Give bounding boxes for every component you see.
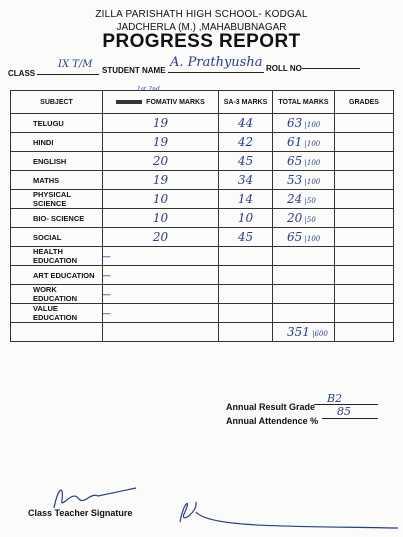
table-row [11, 209, 394, 228]
fa-cell [103, 323, 219, 342]
grade-cell [335, 171, 394, 190]
max-number: 100 [306, 140, 321, 148]
subject-cell: VALUE EDUCATION [11, 304, 103, 323]
grade-cell [335, 323, 394, 342]
grade-underline [314, 394, 378, 405]
fa-cell: 20 [103, 228, 219, 247]
table-row [11, 190, 394, 209]
subject-cell: BIO- SCIENCE [11, 209, 103, 228]
subject-cell: ART EDUCATION [11, 266, 103, 285]
grade-cell [335, 228, 394, 247]
grand-max-number: 600 [314, 330, 328, 338]
fa-cell: — [103, 304, 219, 323]
fa-cell: 10 [103, 209, 219, 228]
sa-cell: 42 [219, 133, 273, 152]
table-row [11, 152, 394, 171]
grand-total-cell [273, 323, 335, 342]
page-title: PROGRESS REPORT [102, 31, 301, 52]
sa-header: SA-3 MARKS [219, 91, 273, 114]
sa-cell: 10 [219, 209, 273, 228]
fa-cell: — [103, 266, 219, 285]
max-value: |100 [302, 121, 321, 129]
total-cell [273, 133, 335, 152]
class-value: IX T/M [58, 59, 93, 70]
total-cell [273, 171, 335, 190]
roll-no-field [302, 58, 360, 69]
annual-attendance-label: Annual Attendence % [226, 416, 319, 426]
total-value: 63 [287, 116, 303, 130]
subject-cell: PHYSICAL SCIENCE [11, 190, 103, 209]
total-value: 20 [287, 211, 303, 225]
total-cell [273, 266, 335, 285]
max-value: |100 [302, 235, 321, 243]
subject-header: SUBJECT [11, 91, 103, 114]
total-cell [273, 209, 335, 228]
table-row [11, 114, 394, 133]
total-cell [273, 114, 335, 133]
max-value: |100 [302, 140, 321, 148]
head-signature [170, 492, 400, 532]
sa-cell: 45 [219, 228, 273, 247]
max-value: |100 [302, 159, 321, 167]
total-cell [273, 304, 335, 323]
grade-cell [335, 114, 394, 133]
annual-grade-value: B2 [327, 392, 343, 405]
table-row [11, 304, 394, 323]
max-number: 100 [306, 178, 321, 186]
sa-cell [219, 304, 273, 323]
fa-cell: 10 [103, 190, 219, 209]
annual-attendance-value: 85 [337, 405, 351, 418]
total-value: 65 [287, 154, 303, 168]
max-number: 100 [306, 235, 321, 243]
table-row [11, 285, 394, 304]
sa-cell [219, 323, 273, 342]
sa-cell: 44 [219, 114, 273, 133]
max-number: 100 [306, 159, 321, 167]
sa-cell [219, 247, 273, 266]
table-row [11, 247, 394, 266]
table-row [11, 228, 394, 247]
sa-cell [219, 266, 273, 285]
max-number: 100 [306, 121, 321, 129]
grade-cell [335, 266, 394, 285]
total-value: 53 [287, 173, 303, 187]
subject-cell: ENGLISH [11, 152, 103, 171]
max-number: 50 [306, 197, 316, 205]
formative-header-label: FOMATIV MARKS [146, 98, 205, 106]
subject-cell: WORK EDUCATION [11, 285, 103, 304]
grade-cell [335, 304, 394, 323]
marks-table [10, 86, 394, 342]
sa-cell [219, 285, 273, 304]
grade-cell [335, 133, 394, 152]
total-cell [273, 285, 335, 304]
total-cell [273, 152, 335, 171]
table-header-row [11, 91, 394, 114]
max-number: 50 [306, 216, 316, 224]
student-name-value: A. Prathyusha [170, 55, 263, 70]
subject-cell: HINDI [11, 133, 103, 152]
fa-cell: 19 [103, 171, 219, 190]
max-value: |100 [302, 178, 321, 186]
subject-cell [11, 323, 103, 342]
formative-header [103, 86, 219, 114]
sa-cell: 14 [219, 190, 273, 209]
grand-max-value: |600 [309, 330, 328, 338]
fa-cell: 19 [103, 133, 219, 152]
table-row [11, 323, 394, 342]
teacher-signature [50, 480, 140, 516]
max-value: |50 [302, 197, 316, 205]
grades-header: GRADES [335, 91, 394, 114]
total-value: 61 [287, 135, 303, 149]
fa-cell: — [103, 247, 219, 266]
subject-cell: HEALTH EDUCATION [11, 247, 103, 266]
max-value: |50 [302, 216, 316, 224]
grade-cell [335, 247, 394, 266]
sa-cell: 45 [219, 152, 273, 171]
signature-label: Class Teacher Signature [28, 508, 133, 518]
school-location: JADCHERLA (M.) ,MAHABUBNAGAR [116, 22, 287, 33]
grade-cell [335, 285, 394, 304]
total-value: 24 [287, 192, 303, 206]
table-row [11, 133, 394, 152]
total-cell [273, 247, 335, 266]
grade-cell [335, 209, 394, 228]
fa-cell: 19 [103, 114, 219, 133]
struck-out-text [116, 100, 142, 104]
school-name: ZILLA PARISHATH HIGH SCHOOL- KODGAL [95, 9, 308, 20]
total-cell [273, 228, 335, 247]
table-row [11, 171, 394, 190]
total-header: TOTAL MARKS [273, 91, 335, 114]
table-row [11, 266, 394, 285]
grand-total-value: 351 [287, 325, 310, 339]
fa-cell: 20 [103, 152, 219, 171]
class-label: CLASS [8, 69, 36, 78]
fa-cell: — [103, 285, 219, 304]
total-value: 65 [287, 230, 303, 244]
subject-cell: SOCIAL [11, 228, 103, 247]
grade-cell [335, 152, 394, 171]
subject-cell: MATHS [11, 171, 103, 190]
total-cell [273, 190, 335, 209]
formative-note: 1st 2nd [137, 86, 160, 93]
sa-cell: 34 [219, 171, 273, 190]
annual-grade-label: Annual Result Grade [226, 402, 316, 412]
subject-cell: TELUGU [11, 114, 103, 133]
student-name-label: STUDENT NAME [102, 66, 166, 75]
grade-cell [335, 190, 394, 209]
roll-no-label: ROLL NO [266, 64, 302, 73]
